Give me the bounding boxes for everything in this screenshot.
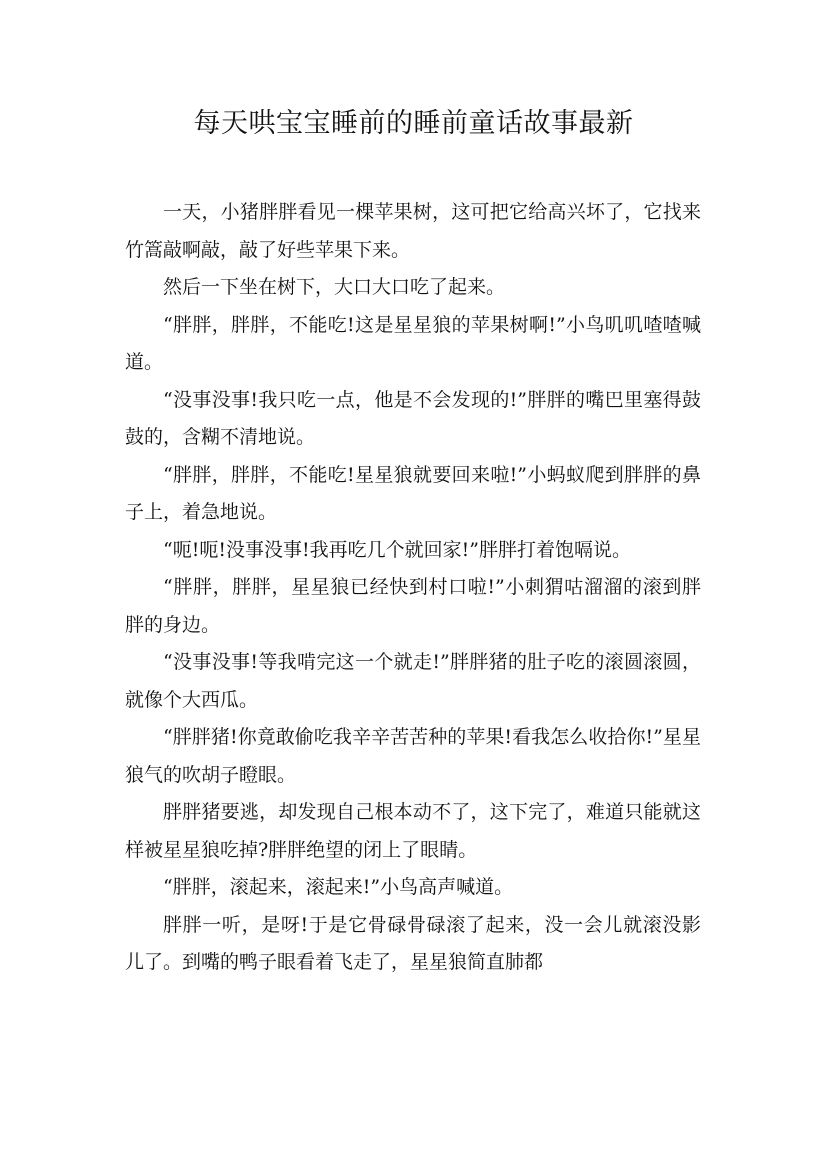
paragraph: “胖胖，滚起来，滚起来!”小鸟高声喊道。 — [163, 876, 514, 898]
paragraph: 胖胖猪要逃，却发现自己根本动不了，这下完了，难道只能就这样被星星狼吃掉?胖胖绝望的闭上了眼睛。 — [125, 801, 701, 861]
paragraph: “胖胖，胖胖，不能吃!这是星星狼的苹果树啊!”小鸟叽叽喳喳喊道。 — [125, 313, 701, 373]
paragraph: “没事没事!我只吃一点，他是不会发现的!”胖胖的嘴巴里塞得鼓鼓的，含糊不清地说。 — [125, 388, 701, 448]
paragraph: “胖胖猪!你竟敢偷吃我辛辛苦苦种的苹果!看我怎么收拾你!”星星狼气的吹胡子瞪眼。 — [125, 726, 701, 786]
paragraph: “呃!呃!没事没事!我再吃几个就回家!”胖胖打着饱嗝说。 — [163, 538, 631, 561]
paragraph: “胖胖，胖胖，星星狼已经快到村口啦!”小刺猬咕溜溜的滚到胖胖的身边。 — [125, 576, 701, 636]
paragraph: “胖胖，胖胖，不能吃!星星狼就要回来啦!”小蚂蚁爬到胖胖的鼻子上，着急地说。 — [125, 463, 701, 523]
document-title: 每天哄宝宝睡前的睡前童话故事最新 — [193, 108, 634, 139]
paragraph: 胖胖一听，是呀!于是它骨碌骨碌滚了起来，没一会儿就滚没影儿了。到嘴的鸭子眼看着飞走了，星星狼简直肺都 — [125, 913, 701, 973]
paragraph: 一天，小猪胖胖看见一棵苹果树，这可把它给高兴坏了，它找来竹篙敲啊敲，敲了好些苹果下来。 — [125, 201, 701, 261]
document-body — [125, 194, 701, 982]
paragraph: “没事没事!等我啃完这一个就走!”胖胖猪的肚子吃的滚圆滚圆，就像个大西瓜。 — [125, 651, 701, 711]
paragraph: 然后一下坐在树下，大口大口吃了起来。 — [163, 276, 506, 298]
